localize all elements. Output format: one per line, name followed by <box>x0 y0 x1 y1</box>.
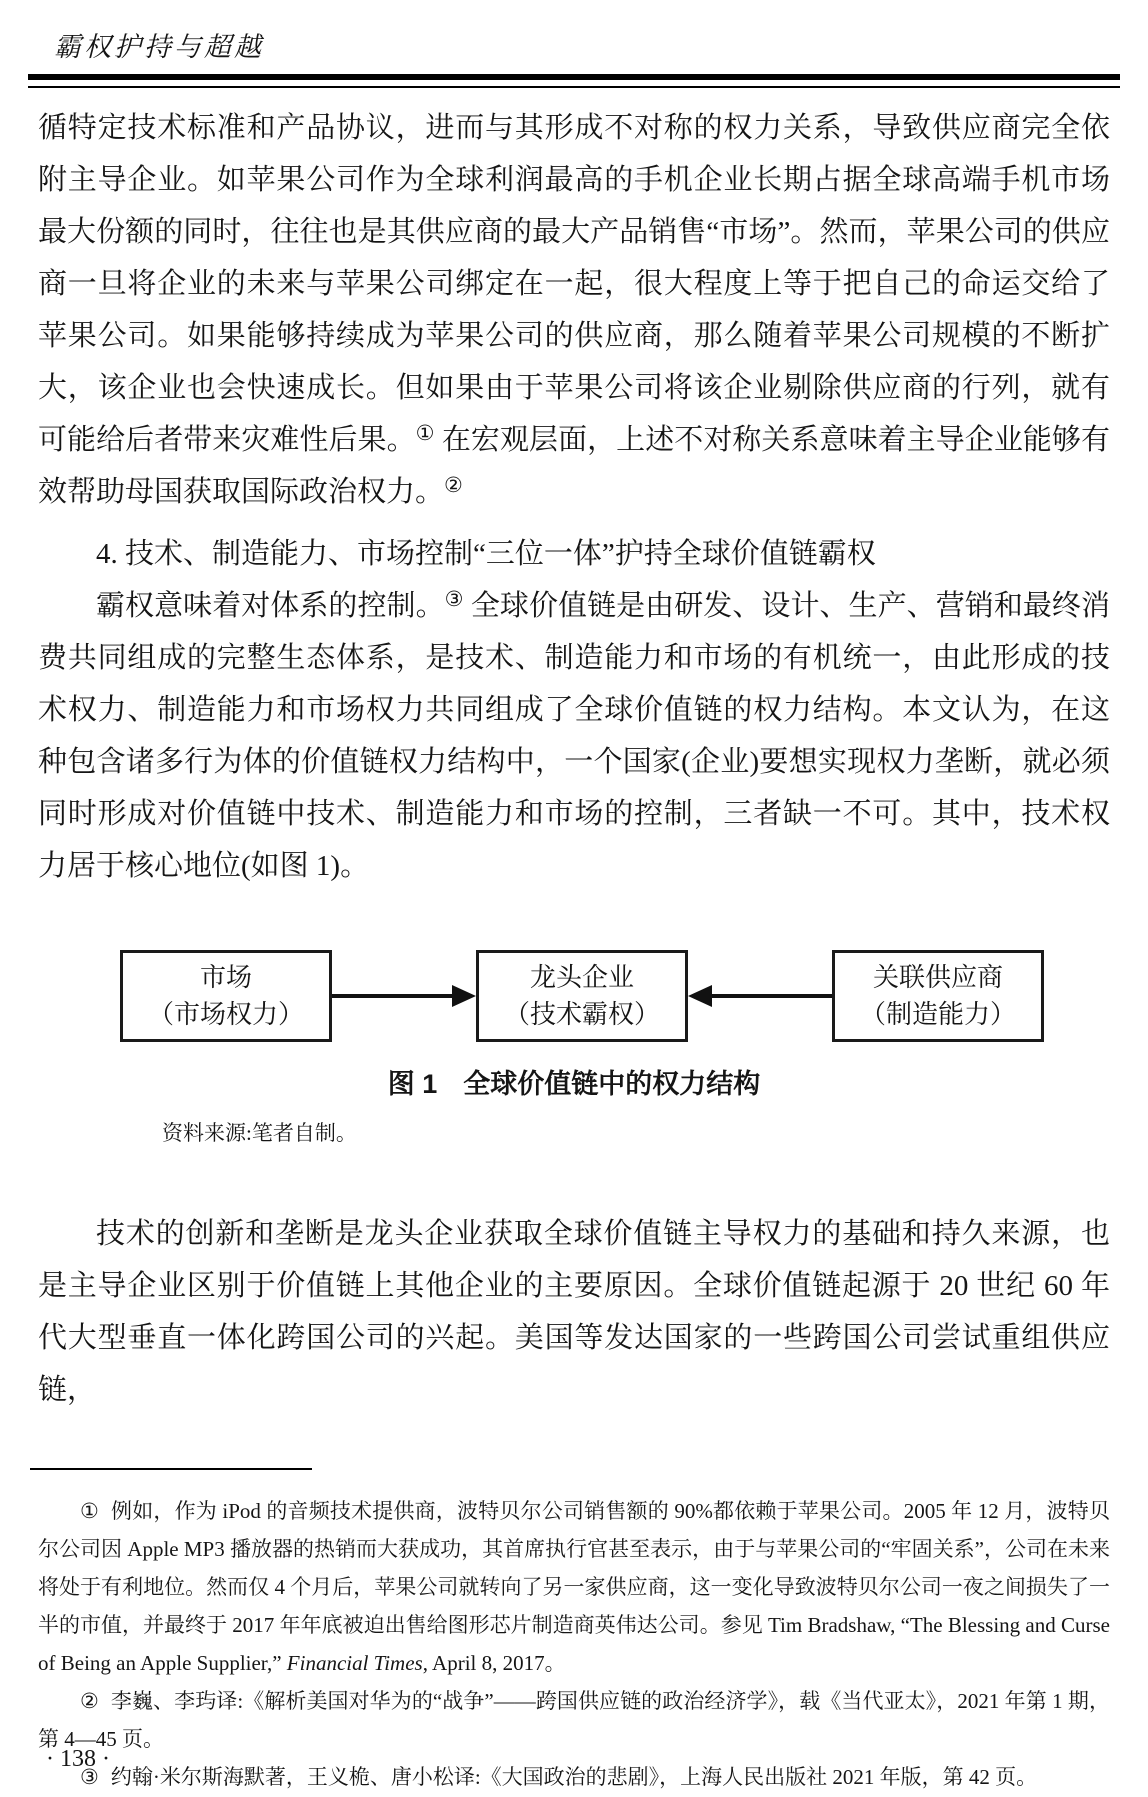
footnote-separator <box>30 1468 312 1470</box>
figure-node-supplier <box>832 950 1044 1042</box>
paragraph-1-text: 循特定技术标准和产品协议，进而与其形成不对称的权力关系，导致供应商完全依附主导企业。如苹果公司作为全球利润最高的手机企业长期占据全球高端手机市场最大份额的同时，往往也是其供应商的最大产品销售“市场”。然而，苹果公司的供应商一旦将企业的未来与苹果公司绑定在一起，很大程度上等于把自己的命运交给了苹果公司。如果能够持续成为苹果公司的供应商，那么随着苹果公司规模的不断扩大，该企业也会快速成长。但如果由于苹果公司将该企业剔除供应商的行列，就有可能给后者带来灾难性后果。 <box>38 112 1110 456</box>
figure-source-note: 资料来源:笔者自制。 <box>162 1121 357 1145</box>
figure-node-lead-firm <box>476 950 688 1042</box>
figure-node-market-subtitle: （市场权力） <box>147 1000 304 1029</box>
paragraph-3: 技术的创新和垄断是龙头企业获取全球价值链主导权力的基础和持久来源，也是主导企业区别于价值链上其他企业的主要原因。全球价值链起源于 20 世纪 60 年代大型垂直一体化跨国公司的兴起。美国等发达国家的一些跨国公司尝试重组供应链， <box>38 1218 1110 1406</box>
header-rule-thick <box>28 74 1120 80</box>
footnote-1-text-2: , April 8, 2017。 <box>422 1651 566 1675</box>
paragraph-2-text-2: 全球价值链是由研发、设计、生产、营销和最终消费共同组成的完整生态体系，是技术、制造能力和市场的有机统一，由此形成的技术权力、制造能力和市场权力共同组成了全球价值链的权力结构。本文认为，在这种包含诸多行为体的价值链权力结构中，一个国家(企业)要想实现权力垄断，就必须同时形成对价值链中技术、制造能力和市场的控制，三者缺一不可。其中，技术权力居于核心地位(如图 1)。 <box>38 590 1110 882</box>
figure-node-supplier-subtitle: （制造能力） <box>859 1000 1016 1029</box>
section-heading: 4. 技术、制造能力、市场控制“三位一体”护持全球价值链霸权 <box>96 538 876 570</box>
right-arrow-icon <box>332 985 476 1007</box>
footnote-1-journal: Financial Times <box>286 1651 423 1675</box>
footnote-3 <box>38 1758 1110 1796</box>
footnotes-section <box>38 1492 1110 1796</box>
paragraph-1 <box>38 102 1110 518</box>
footnote-1-text: 例如，作为 iPod 的音频技术提供商，波特贝尔公司销售额的 90%都依赖于苹果公司。2005 年 12 月，波特贝尔公司因 Apple MP3 播放器的热销而大获成功，其首席执行官甚至表示，由于与苹果公司的“牢固关系”，公司在未来将处于有利地位。然而仅 4 个月后，苹果公司就转向了另一家供应商，这一变化导致波特贝尔公司一夜之间损失了一半的市值，并最终于 2017 年年底被迫出售给图形芯片制造商英伟达公司。参见 Tim Bradshaw, “The Blessing and Curse of Being an Apple Supplier,” <box>38 1499 1110 1675</box>
left-arrow-icon <box>688 985 832 1007</box>
footnote-3-text: 约翰·米尔斯海默著，王义桅、唐小松译:《大国政治的悲剧》，上海人民出版社 2021 年版，第 42 页。 <box>110 1765 1038 1789</box>
running-title: 霸权护持与超越 <box>54 32 264 62</box>
footnote-1-marker: ① <box>80 1499 100 1523</box>
figure-node-market <box>120 950 332 1042</box>
header-rule-thin <box>28 86 1120 88</box>
figure-node-lead-firm-title: 龙头企业 <box>529 963 634 992</box>
figure-node-supplier-title: 关联供应商 <box>872 963 1003 992</box>
figure-node-market-title: 市场 <box>199 963 252 992</box>
footnote-2-marker: ② <box>80 1689 99 1713</box>
footnote-3-marker: ③ <box>80 1765 99 1789</box>
figure-caption-label: 图 1 <box>387 1069 438 1099</box>
figure-caption-title: 全球价值链中的权力结构 <box>463 1069 761 1099</box>
footnote-2 <box>38 1682 1110 1758</box>
page-number: · 138 · <box>46 1746 110 1772</box>
paragraph-1-text-2: 在宏观层面，上述不对称关系意味着主导企业能够有效帮助母国获取国际政治权力。 <box>38 424 1110 508</box>
footnote-1 <box>38 1492 1110 1682</box>
figure-node-lead-firm-subtitle: （技术霸权） <box>503 1000 660 1029</box>
paragraph-2-text: 霸权意味着对体系的控制。 <box>96 590 445 622</box>
footnote-ref-1: ① <box>415 421 435 445</box>
figure-caption <box>38 1066 1110 1102</box>
figure-diagram <box>38 950 1110 1042</box>
footnote-ref-2: ② <box>444 473 463 497</box>
footnote-2-text: 李巍、李玙译:《解析美国对华为的“战争”——跨国供应链的政治经济学》，载《当代亚太》，2021 年第 1 期，第 4—45 页。 <box>38 1689 1110 1751</box>
paragraph-2 <box>38 580 1110 892</box>
footnote-ref-3: ③ <box>444 587 464 611</box>
